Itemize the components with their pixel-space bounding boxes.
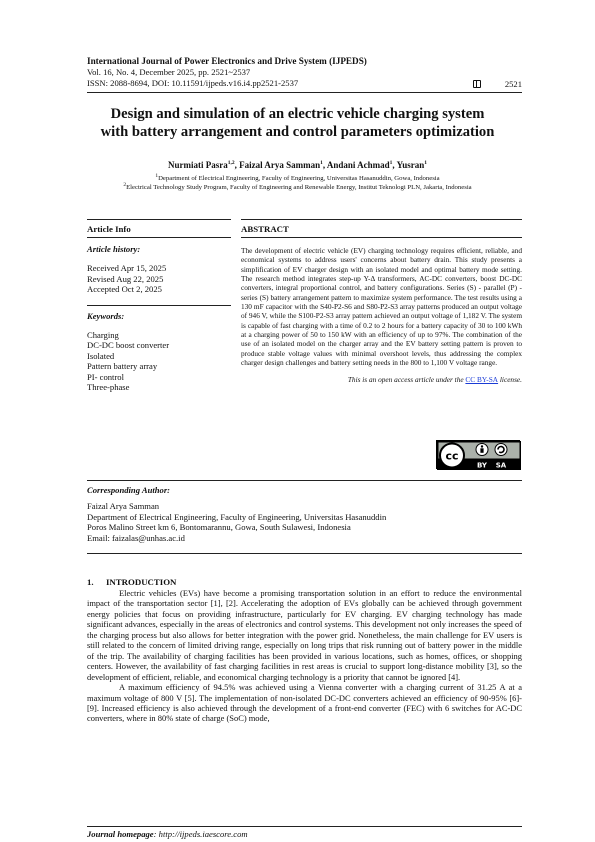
title-line-2: with battery arrangement and control parameters optimization: [100, 124, 495, 140]
corresponding-department: Department of Electrical Engineering, Faculty of Engineering, Universitas Hasanuddin: [87, 511, 387, 522]
affiliation-2: $^2$Electrical Technology Study Program, Faculty of Engineering and Renewable Energy, Institut Teknologi PLN, Jakarta, Indonesia: [123, 181, 472, 191]
keyword-item: Pattern battery array: [87, 361, 158, 371]
section-heading: 1. INTRODUCTION: [87, 577, 177, 587]
keyword-item: Isolated: [87, 350, 115, 361]
author: Faizal Arya Samman$^1$,: [239, 160, 327, 170]
journal-homepage-footer: Journal homepage: http://ijpeds.iaescore.com: [87, 829, 248, 839]
corresponding-email[interactable]: Email: faizalas@unhas.ac.id: [87, 532, 185, 543]
book-icon: [473, 80, 481, 88]
body-paragraph: Electric vehicles (EVs) have become a promising transportation solution in an effort to reduce the environmental impact of the transportation sector [1], [2]. Accelerating the adoption of EVs globally can be achieved through government energy policies that focus on providing infrastructure, particularly for EV charging. EV charging technology has made significant advances, especially in the areas of electronics and control systems. This development not only increases the speed of the charging process but also allows for better integration with the power grid. Nonetheless, the main challenge for EV users is still related to the concern of limited driving range, especially on long trips that risk running out of battery power in the middle of the trip. The availability of charging facilities has been provided in various locations, such as homes, offices, or shopping centers. However, the availability of fast charging facilities in rest areas is crucial to support long-distance mobility [3], so the development of efficient, reliable, and economical charging technology is a priority that cannot be ignored [4].: [87, 588, 522, 682]
keywords-heading: Keywords:: [87, 310, 125, 321]
author: Andani Achmad$^1$,: [326, 160, 397, 170]
body-paragraph: A maximum efficiency of 94.5% was achieved using a Vienna converter with a charging current of 31.25 A at a maximum voltage of 800 V [5]. The implementation of non-isolated DC-DC converters achieved an efficiency of 90-95% [6]-[9]. Increased efficiency is also achieved through the development of a front-end converter (FEC) with 6 switches for AC-DC converters, where in 80% state of charge (SoC) mode,: [87, 682, 522, 724]
corresponding-address: Poros Malino Street km 6, Bontomarannu, Gowa, South Sulawesi, Indonesia: [87, 522, 351, 533]
footer-label: Journal homepage: [87, 829, 154, 839]
divider: [87, 305, 231, 306]
history-item: Accepted Oct 2, 2025: [87, 284, 162, 294]
header-rule: [87, 92, 522, 93]
article-info-panel: [87, 219, 231, 393]
keyword-item: Charging: [87, 329, 119, 340]
abstract-heading: ABSTRACT: [241, 219, 522, 238]
history-item: Revised Aug 22, 2025: [87, 273, 164, 284]
journal-name: International Journal of Power Electronics and Drive System (IJPEDS): [87, 56, 367, 66]
author: Nurmiati Pasra$^{1,2}$,: [167, 160, 240, 170]
introduction-section: [87, 577, 522, 724]
divider: [87, 553, 522, 554]
cc-label: cc: [445, 449, 459, 463]
open-access-note: This is an open access article under the CC BY-SA license.: [347, 375, 522, 385]
corresponding-author-block: [87, 485, 522, 543]
issn-doi-line: ISSN: 2088-8694, DOI: 10.11591/ijpeds.v16.i4.pp2521-2537: [87, 78, 299, 88]
divider: [87, 480, 522, 481]
affiliation-1: $^1$Department of Electrical Engineering, Faculty of Engineering, Universitas Hasanuddin, Gowa, Indonesia: [155, 172, 440, 182]
corresponding-name: Faizal Arya Samman: [87, 501, 160, 511]
title-line-1: Design and simulation of an electric vehicle charging system: [110, 106, 485, 122]
keyword-item: PI- control: [87, 371, 124, 382]
by-label: BY: [476, 461, 488, 470]
keyword-item: Three-phase: [87, 382, 130, 392]
author-list: [60, 160, 535, 171]
sa-label: SA: [495, 461, 507, 470]
page-number: 2521: [504, 78, 522, 89]
keyword-item: DC-DC boost converter: [87, 340, 170, 350]
homepage-link[interactable]: http://ijpeds.iaescore.com: [158, 829, 248, 839]
paper-title: [60, 105, 535, 141]
article-info-heading: Article Info: [87, 219, 231, 238]
license-link[interactable]: CC BY-SA: [465, 375, 499, 385]
abstract-text: The development of electric vehicle (EV) charging technology requires efficient, reliable, and economical systems to address users' concerns about battery drain. This study presents a simplification of EV charger design with an isolated model and optimal battery mode setting. The research method integrates step-up Y-Δ transformers, AC-DC converters, boost DC-DC converters, integral proportional control, and battery configurations. Series (S) - parallel (P) - series (S) battery arrangement pattern to maximize system performance. The test results using a 130 mF capacitor with the S40-P2-S6 and S80-P2-S3 array patterns produced an output voltage of 946 V, while the S100-P2-S3 array pattern achieved an output voltage of 1,182 V. The system is capable of fast charging with a time of 0.2 to 2 hours for a battery capacity of 30 to 100 kWh at a charging power of 50 to 150 kW with an efficiency of up to 97%. The combination of the use of an isolated model on the charger array and the EV battery setting pattern is proven to produce stable voltage values with minimal overshoot levels, thus addressing the complex charger design challenges and battery setting needs in the 800 to 1,100 V voltage range.: [241, 246, 522, 368]
abstract-panel: [241, 219, 522, 384]
footer-rule: [87, 826, 522, 827]
journal-header: [87, 56, 522, 89]
author: Yusran$^1$: [396, 160, 428, 170]
history-item: Received Apr 15, 2025: [87, 263, 167, 273]
volume-line: Vol. 16, No. 4, December 2025, pp. 2521~2537: [87, 67, 251, 77]
history-heading: Article history:: [87, 244, 141, 254]
corresponding-heading: Corresponding Author:: [87, 485, 171, 495]
cc-by-sa-badge-icon[interactable]: [436, 440, 520, 469]
